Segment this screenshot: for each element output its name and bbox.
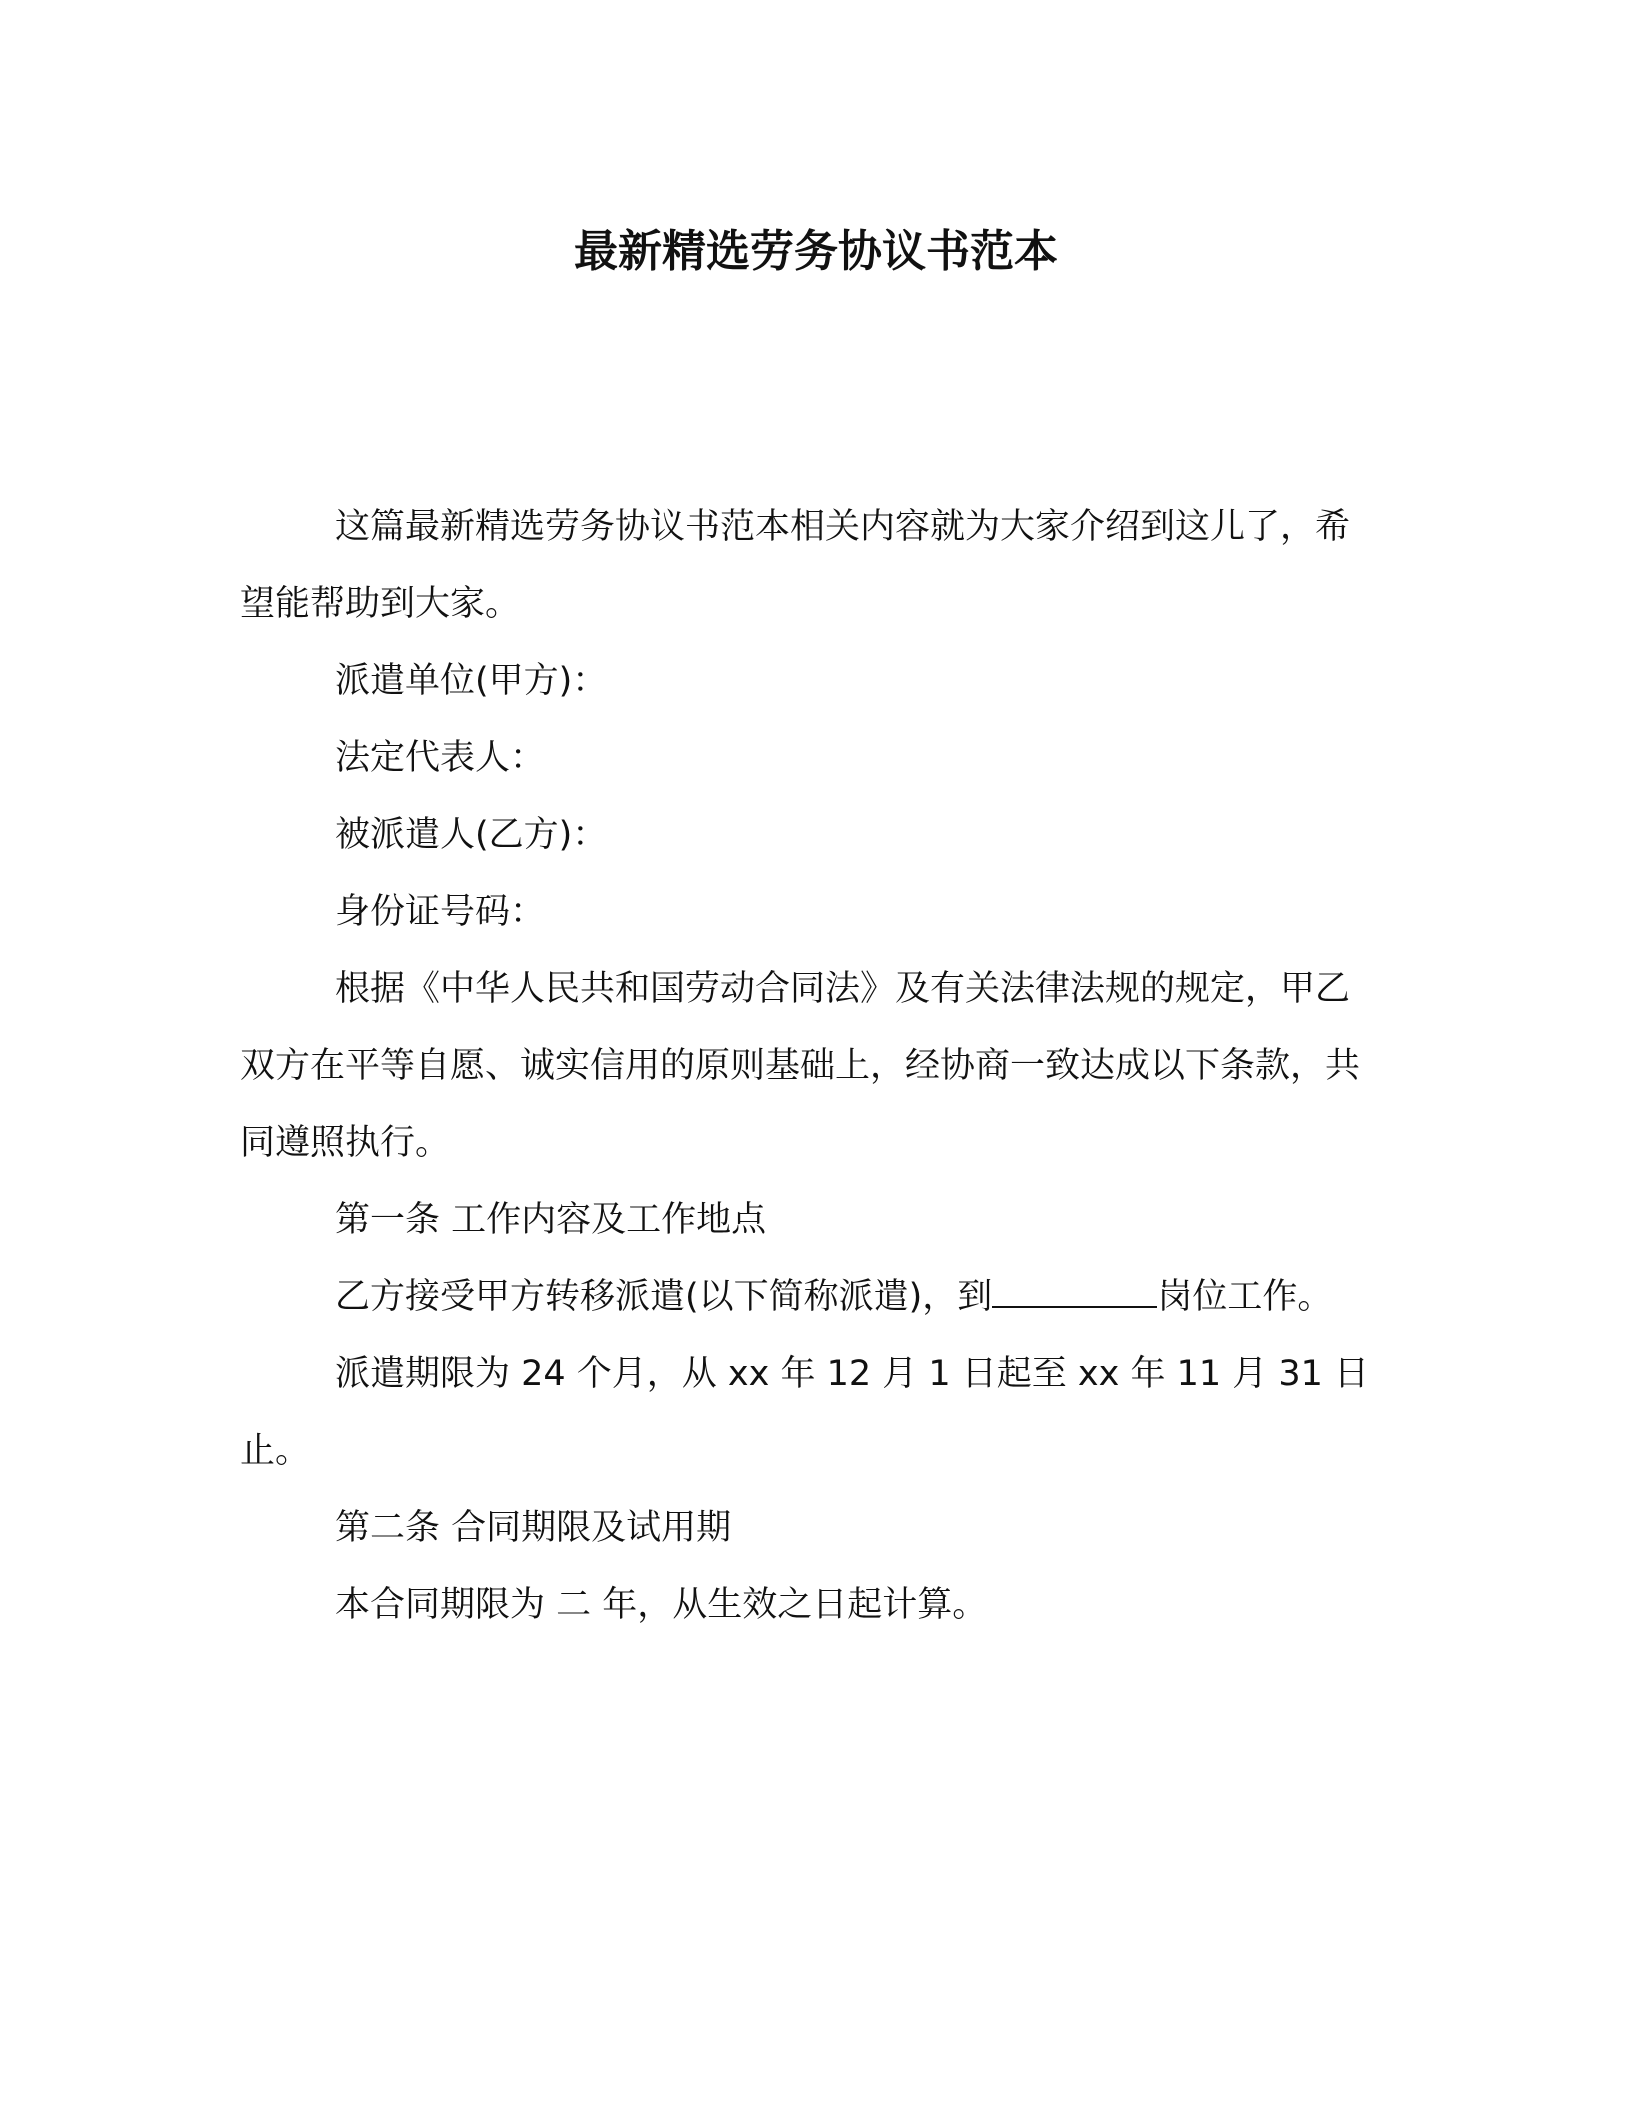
position-blank: [992, 1276, 1157, 1308]
party-b-line: 被派遣人(乙方)：: [335, 815, 608, 855]
assignment-text-before: 乙方接受甲方转移派遣(以下简称派遣)，到: [335, 1277, 993, 1317]
legal-basis-paragraph: 根据《中华人民共和国劳动合同法》及有关法律法规的规定，甲乙双方在平等自愿、诚实信用的原则基础上，经协商一致达成以下条款，共同遵照执行。: [240, 969, 1361, 1163]
contract-term-paragraph: 本合同期限为 二 年，从生效之日起计算。: [335, 1585, 988, 1625]
document-body: [240, 489, 1376, 1644]
party-a-line: 派遣单位(甲方)：: [335, 661, 608, 701]
intro-paragraph: 这篇最新精选劳务协议书范本相关内容就为大家介绍到这儿了，希望能帮助到大家。: [240, 507, 1351, 624]
dispatch-term-paragraph: 派遣期限为 24 个月，从 xx 年 12 月 1 日起至 xx 年 11 月 31 日止。: [240, 1354, 1370, 1471]
assignment-text-after: 岗位工作。: [1157, 1277, 1333, 1317]
document-title: 最新精选劳务协议书范本: [574, 226, 1058, 277]
id-number-line: 身份证号码：: [335, 892, 546, 932]
article-one-heading: 第一条 工作内容及工作地点: [335, 1200, 767, 1240]
article-two-heading: 第二条 合同期限及试用期: [335, 1508, 732, 1548]
assignment-paragraph: [240, 1259, 1376, 1336]
legal-representative-line: 法定代表人：: [335, 738, 546, 778]
